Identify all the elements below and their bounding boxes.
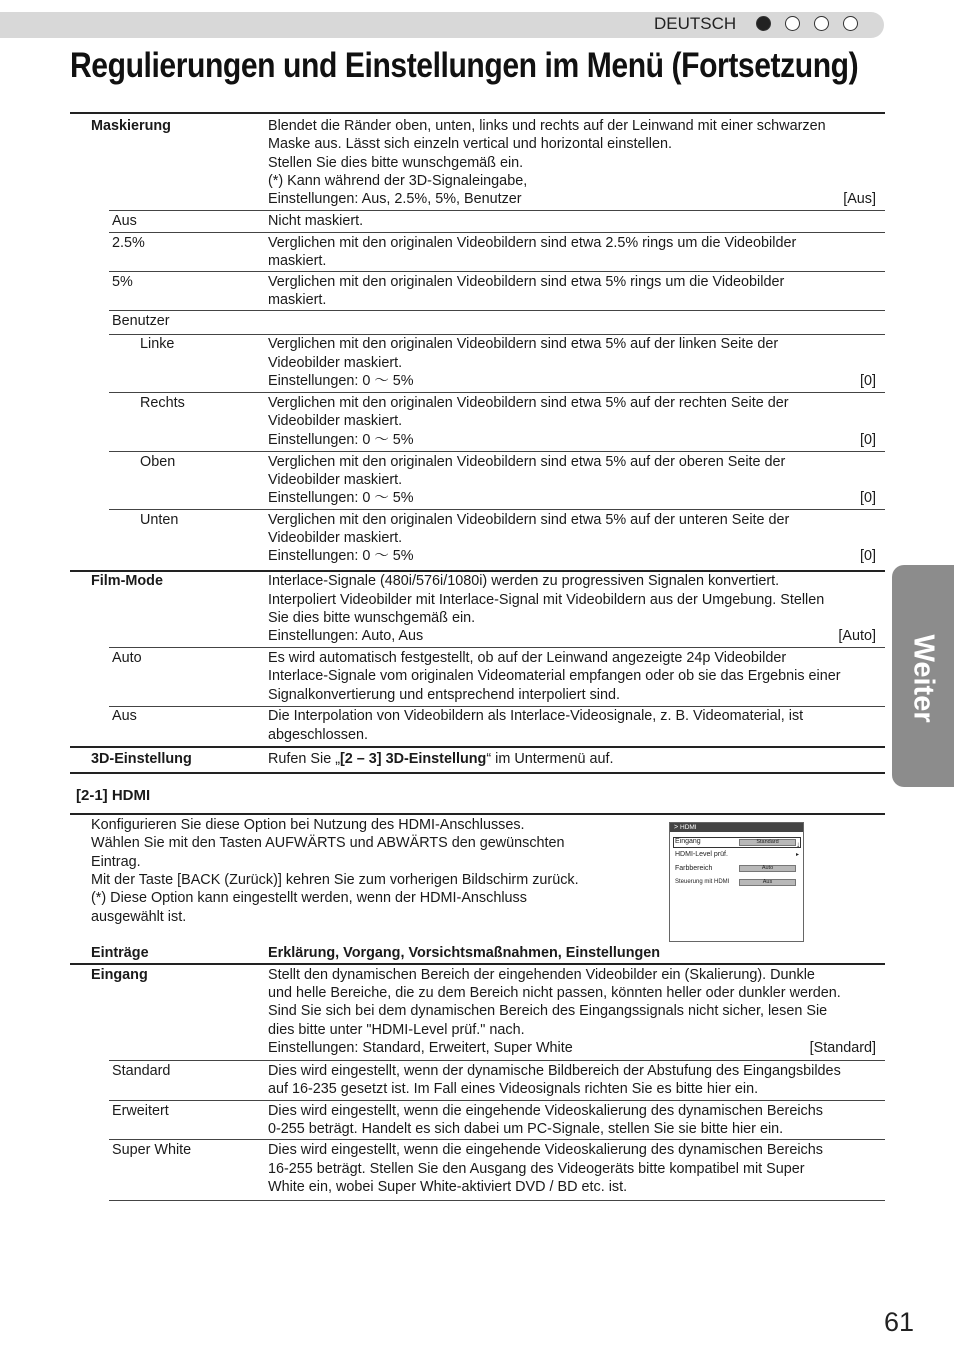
item-description-line: Maske aus. Lässt sich einzeln vertical und horizontal einstellen.: [268, 136, 672, 152]
row-rule: [109, 271, 885, 272]
sub-option-label: Rechts: [140, 395, 185, 411]
option-description: auf 16-235 gesetzt ist. Im Fall eines Videosignals richten Sie es bitte hier ein.: [268, 1081, 759, 1097]
option-description: Interlace-Signale vom originalen Videomaterial empfangen oder ob sie das Ergebnis einer: [268, 668, 841, 684]
page-title: Regulierungen und Einstellungen im Menü (Fortsetzung): [70, 46, 859, 85]
option-description: White ein, wobei Super White-aktiviert DVD / BD etc. ist.: [268, 1179, 628, 1195]
page-indicator-dot: [785, 16, 800, 31]
language-label: DEUTSCH: [654, 14, 737, 33]
default-value: [Auto]: [838, 628, 876, 644]
osd-row-label: Steuerung mit HDMI: [675, 879, 730, 885]
option-description: Verglichen mit den originalen Videobildern sind etwa 5% auf der rechten Seite der: [268, 395, 789, 411]
option-description: Dies wird eingestellt, wenn die eingehende Videoskalierung des dynamischen Bereichs: [268, 1103, 823, 1119]
option-description: abgeschlossen.: [268, 727, 369, 743]
table-rule: [70, 963, 885, 965]
option-description: Verglichen mit den originalen Videobildern sind etwa 5% auf der linken Seite der: [268, 336, 779, 352]
option-description: Verglichen mit den originalen Videobildern sind etwa 2.5% rings um die Videobilder: [268, 235, 797, 251]
row-rule: [109, 232, 885, 233]
option-description: 0-255 beträgt. Handelt es sich dabei um PC-Signale, stellen Sie sie bitte hier ein.: [268, 1121, 784, 1137]
hdmi-intro-line: Mit der Taste [BACK (Zurück)] kehren Sie zum vorherigen Bildschirm zurück.: [91, 872, 579, 888]
item-description-line: Interlace-Signale (480i/576i/1080i) werden zu progressiven Signalen konvertiert.: [268, 573, 780, 589]
hdmi-intro-line: Konfigurieren Sie diese Option bei Nutzung des HDMI-Anschlusses.: [91, 817, 525, 833]
arrow-right-icon: ▸: [796, 852, 800, 858]
item-description-line: Sie dies bitte wunschgemäß ein.: [268, 610, 476, 626]
option-settings: Einstellungen: 0 ～ 5%: [268, 548, 414, 564]
row-rule: [109, 392, 885, 393]
option-settings: Einstellungen: 0 ～ 5%: [268, 490, 414, 506]
option-description: Dies wird eingestellt, wenn die eingehende Videoskalierung des dynamischen Bereichs: [268, 1142, 823, 1158]
option-description: 16-255 beträgt. Stellen Sie den Ausgang des Videogeräts bitte kompatibel mit Super: [268, 1161, 805, 1177]
hdmi-intro-line: Eintrag.: [91, 854, 141, 870]
language-bar: [0, 12, 884, 38]
row-rule: [109, 509, 885, 510]
default-value: [0]: [860, 373, 876, 389]
item-settings-line: Einstellungen: Aus, 2.5%, 5%, Benutzer: [268, 191, 522, 207]
item-description-line: Blendet die Ränder oben, unten, links und rechts auf der Leinwand mit einer schwarzen: [268, 118, 826, 134]
sub-option-label: Oben: [140, 454, 176, 470]
item-settings-line: Einstellungen: Standard, Erweitert, Super White: [268, 1040, 573, 1056]
item-label-3d-einstellung: 3D-Einstellung: [91, 751, 192, 767]
sub-option-label: Unten: [140, 512, 179, 528]
table-rule: [70, 112, 885, 114]
option-description: Dies wird eingestellt, wenn der dynamische Bildbereich der Abstufung des Eingangsbildes: [268, 1063, 841, 1079]
default-value: [Standard]: [809, 1040, 876, 1056]
option-label: 5%: [112, 274, 133, 290]
table-rule: [70, 746, 885, 748]
table-rule: [70, 772, 885, 774]
option-settings: Einstellungen: 0 ～ 5%: [268, 373, 414, 389]
item-description-line: Interpoliert Videobilder mit Interlace-Signal mit Videobildern aus der Umgebung. Stellen: [268, 592, 825, 608]
osd-title-bar: [670, 823, 803, 832]
item-description-line: Sind Sie sich bei dem dynamischen Bereich des Eingangssignals nicht sicher, lesen Sie: [268, 1003, 828, 1019]
option-label: Benutzer: [112, 313, 170, 329]
item-label-eingang: Eingang: [91, 967, 148, 983]
osd-row-label: Eingang: [675, 838, 701, 845]
option-description: Die Interpolation von Videobildern als Interlace-Videosignale, z. B. Videomaterial, ist: [268, 708, 804, 724]
option-settings: Einstellungen: 0 ～ 5%: [268, 432, 414, 448]
item-settings-line: Einstellungen: Auto, Aus: [268, 628, 424, 644]
osd-row-value: Standard: [739, 839, 796, 846]
option-label: Super White: [112, 1142, 192, 1158]
page-indicator-dot: [843, 16, 858, 31]
option-label: Aus: [112, 213, 137, 229]
default-value: [0]: [860, 548, 876, 564]
option-description: Verglichen mit den originalen Videobildern sind etwa 5% auf der unteren Seite der: [268, 512, 790, 528]
section-heading-hdmi: [2-1] HDMI: [76, 787, 151, 804]
option-description: Es wird automatisch festgestellt, ob auf der Leinwand angezeigte 24p Videobilder: [268, 650, 787, 666]
hdmi-intro-line: (*) Diese Option kann eingestellt werden, wenn der HDMI-Anschluss: [91, 890, 527, 906]
side-tab-label: Weiter: [907, 634, 940, 723]
osd-row-value: Aus: [739, 879, 796, 886]
option-description: Signalkonvertierung und entsprechend interpoliert sind.: [268, 687, 620, 703]
option-label: 2.5%: [112, 235, 145, 251]
option-label: Aus: [112, 708, 137, 724]
option-description: Nicht maskiert.: [268, 213, 364, 229]
chevron-right-icon: >: [674, 824, 679, 831]
row-rule: [109, 1060, 885, 1061]
default-value: [0]: [860, 432, 876, 448]
row-rule: [109, 1100, 885, 1101]
option-description: Verglichen mit den originalen Videobildern sind etwa 5% auf der oberen Seite der: [268, 454, 786, 470]
item-description-line: (*) Kann während der 3D-Signaleingabe,: [268, 173, 528, 189]
option-label: Standard: [112, 1063, 171, 1079]
page-number: 61: [884, 1307, 915, 1337]
row-rule: [109, 647, 885, 648]
option-description: Videobilder maskiert.: [268, 530, 403, 546]
option-label: Auto: [112, 650, 142, 666]
item-description-line: und helle Bereiche, die zu dem Bereich nicht passen, könnten heller oder dunkler werden.: [268, 985, 841, 1001]
hdmi-menu-screenshot: [669, 822, 804, 942]
default-value: [0]: [860, 490, 876, 506]
option-description: Videobilder maskiert.: [268, 355, 403, 371]
item-description-line: Stellt den dynamischen Bereich der eingehenden Videobilder ein (Skalierung). Dunkle: [268, 967, 815, 983]
row-rule: [109, 451, 885, 452]
3d-reference: Rufen Sie „[2 – 3] 3D-Einstellung“ im Untermenü auf.: [268, 751, 614, 767]
page-indicator-dot-filled: [756, 16, 771, 31]
osd-row-label: HDMI-Level prüf.: [675, 851, 728, 858]
item-description-line: Stellen Sie dies bitte wunschgemäß ein.: [268, 155, 524, 171]
arrow-down-icon: ↓: [796, 840, 800, 849]
table-header-entries: Einträge: [91, 945, 149, 961]
option-description: Videobilder maskiert.: [268, 472, 403, 488]
row-rule: [109, 310, 885, 311]
page-indicator-dot: [814, 16, 829, 31]
item-label-maskierung: Maskierung: [91, 118, 171, 134]
hdmi-intro-line: ausgewählt ist.: [91, 909, 187, 925]
option-description: maskiert.: [268, 292, 327, 308]
option-description: Videobilder maskiert.: [268, 413, 403, 429]
hdmi-intro-line: Wählen Sie mit den Tasten AUFWÄRTS und ABWÄRTS den gewünschten: [91, 835, 565, 851]
option-label: Erweitert: [112, 1103, 169, 1119]
default-value: [Aus]: [843, 191, 876, 207]
row-rule: [109, 210, 885, 211]
section-rule: [70, 813, 885, 815]
row-rule: [109, 1139, 885, 1140]
table-header-explanation: Erklärung, Vorgang, Vorsichtsmaßnahmen, Einstellungen: [268, 945, 661, 961]
osd-title: HDMI: [680, 824, 697, 831]
sub-option-label: Linke: [140, 336, 175, 352]
item-label-film-mode: Film-Mode: [91, 573, 163, 589]
row-rule: [109, 1200, 885, 1201]
osd-row-value: Auto: [739, 865, 796, 872]
option-description: maskiert.: [268, 253, 327, 269]
item-description-line: dies bitte unter "HDMI-Level prüf." nach.: [268, 1022, 525, 1038]
3d-reference-link: [2 – 3] 3D-Einstellung: [340, 751, 487, 767]
osd-row-label: Farbbereich: [675, 865, 713, 872]
option-description: Verglichen mit den originalen Videobildern sind etwa 5% rings um die Videobilder: [268, 274, 785, 290]
